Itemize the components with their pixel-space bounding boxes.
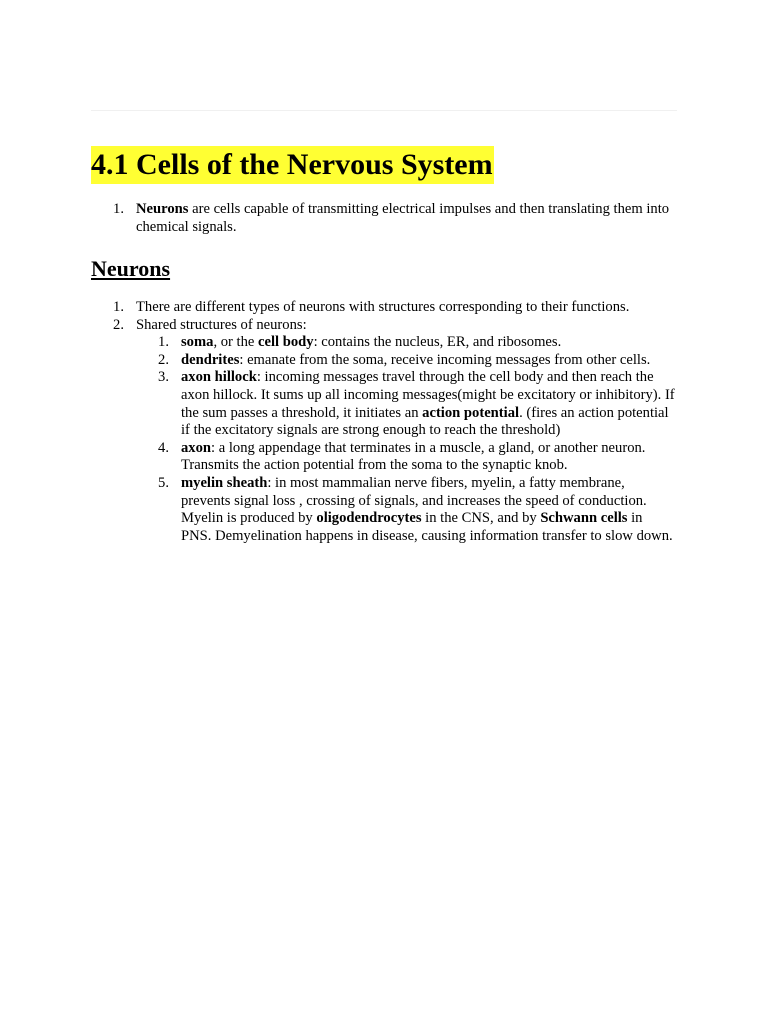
term-bold: axon hillock [181, 369, 257, 386]
item-text: There are different types of neurons with structures corresponding to their functions. [136, 299, 630, 315]
item-text: : contains the nucleus, ER, and ribosomes. [313, 334, 562, 351]
sublist-item [158, 351, 676, 370]
list-number: 1. [113, 299, 124, 315]
list-number: 1. [113, 201, 124, 217]
sublist-item [158, 334, 676, 352]
list-number: 2. [158, 351, 169, 368]
intro-list [113, 201, 676, 236]
section-heading: Neurons [91, 256, 171, 281]
item-text: are cells capable of transmitting electrical impulses and then translating them into chemical signals. [136, 201, 670, 235]
term-bold: myelin sheath [181, 474, 268, 491]
list-number: 3. [158, 369, 169, 386]
list-item [113, 316, 676, 546]
list-item [113, 201, 676, 236]
item-text: : a long appendage that terminates in a muscle, a gland, or another neuron. Transmits the action potential from the soma to the synaptic knob. [181, 439, 646, 474]
term-bold: Schwann cells [540, 510, 628, 527]
neurons-list [113, 299, 676, 545]
sublist-item [158, 474, 676, 545]
item-text: . (fires an action potential if the excitatory signals are strong enough to reach the threshold) [181, 404, 669, 439]
item-text: : in most mammalian nerve fibers, myelin, a fatty membrane, prevents signal loss , crossing of signals, and increases the speed of conduction. Myelin is produced by [181, 474, 647, 527]
term-bold: Neurons [136, 201, 189, 217]
term-bold: dendrites [181, 351, 240, 368]
list-number: 4. [158, 439, 169, 456]
term-bold: soma [181, 334, 214, 351]
term-bold: oligodendrocytes [316, 510, 422, 527]
term-bold: action potential [422, 404, 520, 421]
term-bold: axon [181, 439, 212, 456]
list-item [113, 299, 676, 317]
sublist-item [158, 369, 676, 439]
term-bold: cell body [258, 334, 314, 351]
list-number: 5. [158, 474, 169, 491]
header-divider [91, 110, 677, 111]
structures-sublist [158, 334, 676, 545]
item-text: Shared structures of neurons: [136, 316, 307, 333]
list-number: 1. [158, 334, 169, 351]
item-text: in the CNS, and by [421, 510, 541, 527]
item-text: , or the [213, 334, 259, 351]
sublist-item [158, 439, 676, 475]
page-title: 4.1 Cells of the Nervous System [91, 146, 494, 184]
item-text: in PNS. Demyelination happens in disease, causing information transfer to slow down. [181, 510, 673, 544]
item-text: : emanate from the soma, receive incoming messages from other cells. [239, 351, 651, 368]
list-number: 2. [113, 316, 124, 333]
item-text: : incoming messages travel through the cell body and then reach the axon hillock. It sums up all incoming messages(might be excitatory or inhibitory). If the sum passes a threshold, it initiates an [181, 369, 675, 421]
